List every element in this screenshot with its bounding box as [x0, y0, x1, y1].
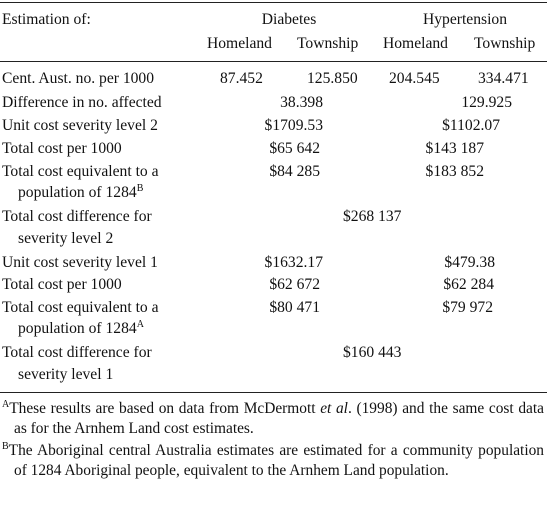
cell-combined: $268 137 [343, 208, 402, 225]
footnote-a: $^A$These results are based on data from McDermott et al. (1998) and the same cost data as for the Arnhem Land cost estimates. [2, 399, 544, 437]
hypertension-header: Hypertension [422, 11, 507, 28]
cell-diabetes: $1709.53 [264, 117, 323, 134]
cell-hypertension: $1102.07 [442, 117, 500, 134]
footnote-mark: A [2, 399, 10, 410]
row-label-continued: population of $1284^B$ [18, 183, 144, 201]
cell-diabetes: 38.398 [280, 94, 323, 111]
diabetes-header: Diabetes [261, 11, 317, 28]
row-label: Total cost per 1000 [2, 140, 122, 157]
footnotes [2, 399, 544, 481]
footnote-ref-b: B [136, 183, 144, 194]
footnote-mark: B [2, 441, 9, 452]
row-label: Total cost difference for [2, 344, 152, 361]
row-label: Total cost equivalent to a [2, 299, 159, 316]
header-rule [0, 61, 547, 62]
cell-hypertension: $62 284 [443, 276, 494, 293]
footnote-ref-a: A [136, 319, 144, 330]
row-label-continued: severity level 2 [18, 230, 114, 247]
cell-hypertension: $183 852 [425, 163, 484, 180]
cell-hypertension-homeland: 204.545 [389, 70, 440, 87]
cell-combined: $160 443 [343, 344, 402, 361]
cell-diabetes: $1632.17 [264, 254, 323, 271]
subheader-township-hypertension: Township [474, 35, 536, 52]
footnote-b: $^B$The Aboriginal central Australia estimates are estimated for a community population of 1284 Aboriginal people, equivalent to the Arnhem Land population. [2, 441, 544, 479]
row-label: Total cost per 1000 [2, 276, 122, 293]
row-label: Cent. Aust. no. per 1000 [2, 70, 155, 87]
top-rule [0, 2, 547, 3]
subheader-homeland-hypertension: Homeland [383, 35, 448, 52]
cell-hypertension: $79 972 [442, 299, 493, 316]
cell-diabetes: $80 471 [269, 299, 320, 316]
row-label: Total cost difference for [2, 208, 152, 225]
row-label: Unit cost severity level 1 [2, 254, 158, 271]
cell-diabetes-homeland: 87.452 [220, 70, 263, 87]
row-label: Unit cost severity level 2 [2, 117, 158, 134]
row-label: Difference in no. affected [2, 94, 162, 111]
bottom-rule [0, 392, 547, 393]
cell-hypertension: $479.38 [444, 254, 495, 271]
cell-diabetes-township: 125.850 [307, 70, 358, 87]
cell-hypertension: 129.925 [461, 94, 512, 111]
cell-diabetes: $62 672 [269, 276, 320, 293]
row-label-continued: severity level 1 [18, 366, 114, 383]
subheader-homeland-diabetes: Homeland [207, 35, 272, 52]
cell-hypertension-township: 334.471 [478, 70, 529, 87]
cell-diabetes: $84 285 [269, 163, 320, 180]
cell-hypertension: $143 187 [425, 140, 484, 157]
estimation-of-label: Estimation of: [2, 11, 91, 28]
cell-diabetes: $65 642 [269, 140, 320, 157]
row-label-continued: population of $1284^A$ [18, 319, 144, 337]
row-label: Total cost equivalent to a [2, 163, 159, 180]
subheader-township-diabetes: Township [297, 35, 359, 52]
